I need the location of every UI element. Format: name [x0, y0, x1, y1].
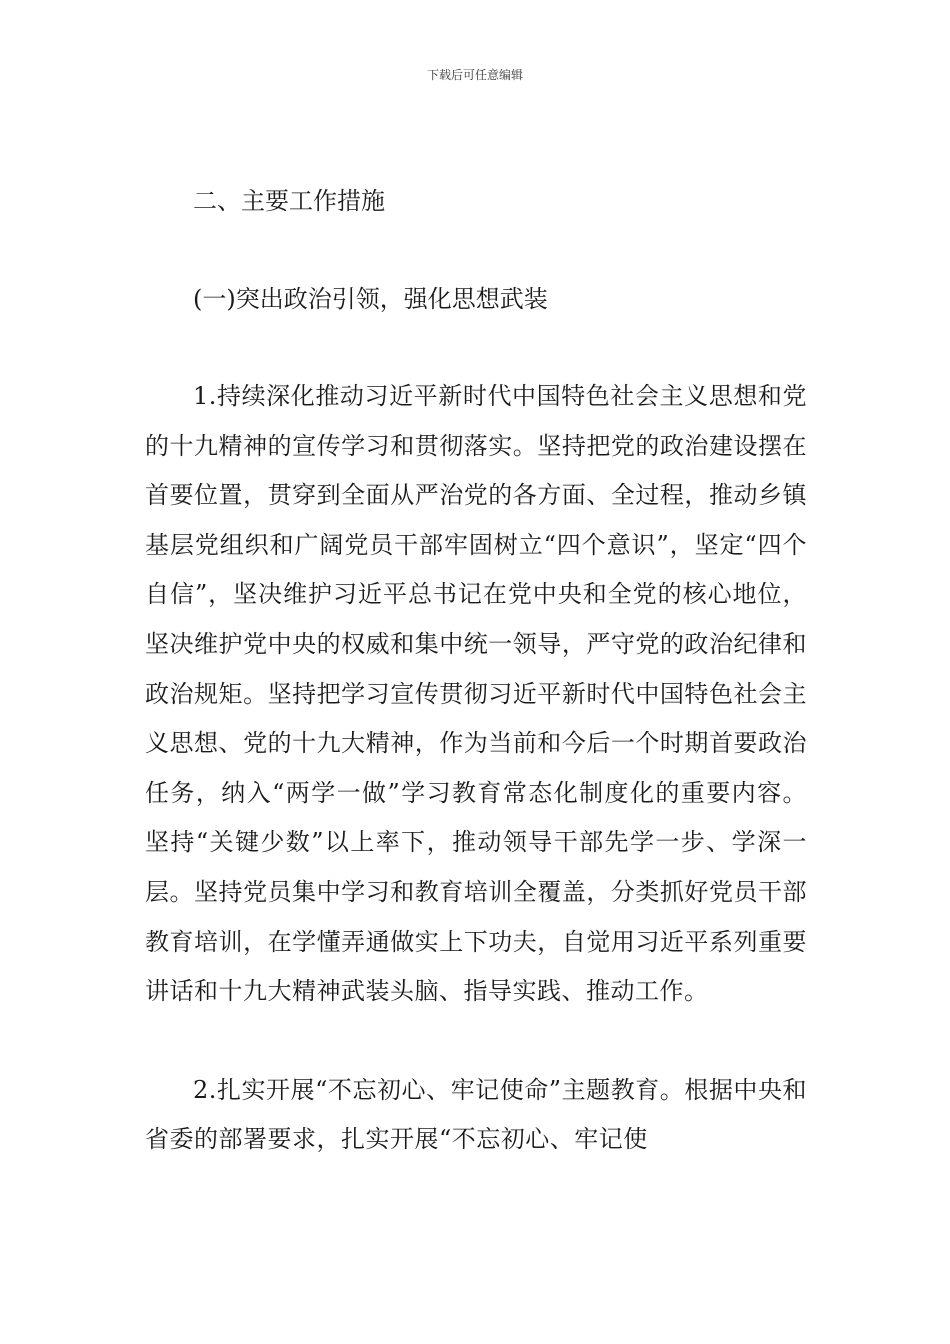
page-header-note: 下载后可任意编辑 [426, 68, 523, 82]
subsection-title: (一)突出政治引领，强化思想武装 [193, 285, 548, 313]
document-body [145, 176, 807, 1165]
paragraph-2: 2.扎实开展“不忘初心、牢记使命”主题教育。根据中央和省委的部署要求，扎实开展“不忘初心、牢记使 [145, 1075, 807, 1154]
paragraph-1: 1.持续深化推动习近平新时代中国特色社会主义思想和党的十九精神的宣传学习和贯彻落实。坚持把党的政治建设摆在首要位置，贯穿到全面从严治党的各方面、全过程，推动乡镇基层党组织和广阔党员干部牢固树立“四个意识”，坚定“四个自信”，坚决维护习近平总书记在党中央和全党的核心地位，坚决维护党中央的权威和集中统一领导，严守党的政治纪律和政治规矩。坚持把学习宣传贯彻习近平新时代中国特色社会主义思想、党的十九大精神，作为当前和今后一个时期首要政治任务，纳入“两学一做”学习教育常态化制度化的重要内容。坚持“关键少数”以上率下，推动领导干部先学一步、学深一层。坚持党员集中学习和教育培训全覆盖，分类抓好党员干部教育培训，在学懂弄通做实上下功夫，自觉用习近平系列重要讲话和十九大精神武装头脑、指导实践、推动工作。 [145, 382, 807, 1006]
section-title: 二、主要工作措施 [193, 187, 385, 215]
